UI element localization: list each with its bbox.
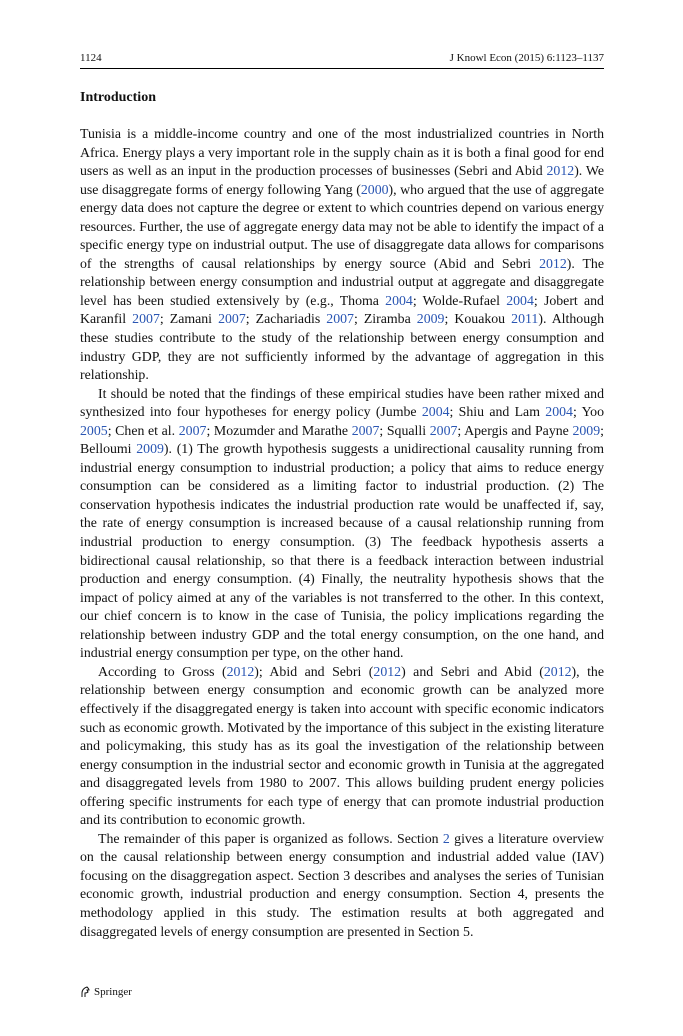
citation-link[interactable]: 2012 bbox=[539, 255, 567, 271]
running-header bbox=[80, 50, 604, 69]
text-run: ; Squalli bbox=[379, 422, 430, 438]
text-run: ; Shiu and Lam bbox=[449, 404, 546, 420]
text-run: ; Ziramba bbox=[353, 311, 417, 327]
text-run: ), who argued that the use of aggregate energy data does not capture the degree or extent to which countries depend on various energy resources. Further, the use of aggregate energy data may not be able to identify the impact of a specific energy type on industrial output. The use of disaggregate data allows for comparisons of the strengths of causal relationships by energy source (Abid and Sebri bbox=[80, 181, 604, 271]
paragraph bbox=[80, 663, 604, 830]
text-run: ; Mozumder and Marathe bbox=[206, 422, 352, 438]
springer-horse-icon bbox=[80, 986, 91, 998]
text-run: ; Kouakou bbox=[444, 311, 512, 327]
citation-link[interactable]: 2009 bbox=[416, 311, 445, 327]
text-run: ). (1) The growth hypothesis suggests a unidirectional causality running from industrial energy consumption to industrial production; a policy that aims to reduce energy consumption can be considered as a limiting factor to industrial production. (2) The conservation hypothesis indicates the industrial production rate would be unaffected if, say, the rate of energy consumption is increased because of a causal relationship running from industrial production to energy consumption. (3) The feedback hypothesis asserts a bidirectional causal relationship, so that there is a feedback interaction between industrial production and energy consumption. (4) Finally, the neutrality hypothesis shows that the impact of policy aimed at any of the variables is not transferred to the other. In this context, our chief concern is to know in the case of Tunisia, the policy implications regarding the relationship between industry GDP and the total energy consumption, on the one hand, and industrial energy consumption per type, on the other hand. bbox=[80, 441, 604, 661]
citation-link[interactable]: 2012 bbox=[373, 663, 402, 679]
citation-link[interactable]: 2000 bbox=[360, 181, 389, 197]
text-run: ). Although these studies contribute to the study of the relationship between energy consumption and industry GDP, they are not sufficiently informed by the advantage of aggregation in this relationship. bbox=[80, 311, 604, 383]
article-body bbox=[80, 125, 604, 941]
text-run: According to Gross ( bbox=[98, 663, 227, 679]
text-run: ; Yoo bbox=[572, 404, 605, 420]
citation-link[interactable]: 2007 bbox=[218, 311, 246, 327]
citation-link[interactable]: 2009 bbox=[136, 441, 164, 457]
paragraph bbox=[80, 125, 604, 385]
text-run: It should be noted that the findings of these empirical studies have been rather mixed and synthesized into four hypotheses for energy policy (Jumbe bbox=[80, 385, 604, 420]
citation-link[interactable]: 2005 bbox=[80, 422, 108, 438]
citation-link[interactable]: 2004 bbox=[545, 404, 573, 420]
citation-link[interactable]: 2009 bbox=[572, 422, 601, 438]
publisher-name: Springer bbox=[94, 986, 132, 998]
citation-link[interactable]: 2007 bbox=[351, 422, 380, 438]
text-run: ); Abid and Sebri ( bbox=[254, 663, 374, 679]
text-run: ; Apergis and Payne bbox=[457, 422, 573, 438]
citation-link[interactable]: 2007 bbox=[132, 311, 160, 327]
text-run: The remainder of this paper is organized as follows. Section bbox=[98, 830, 443, 846]
citation-link[interactable]: 2011 bbox=[511, 311, 539, 327]
text-run: ; Zachariadis bbox=[245, 311, 327, 327]
citation-link[interactable]: 2004 bbox=[506, 292, 534, 308]
citation-link[interactable]: 2012 bbox=[546, 163, 575, 179]
text-run: Tunisia is a middle-income country and one of the most industrialized countries in North Africa. Energy plays a very important role in the supply chain as it is both a final good for end users as well as an input in the production processes of businesses (Sebri and Abid bbox=[80, 126, 604, 179]
citation-link[interactable]: 2012 bbox=[226, 663, 255, 679]
text-run: ), the relationship between energy consumption and economic growth can be analyzed more effectively if the disaggregated energy is taken into account with specific economic indicators such as economic growth. Motivated by the importance of this subject in the existing literature and policymaking, this study has as its goal the investigation of the relationship between energy consumption in the industrial sector and economic growth in Tunisia at the aggregated and disaggregated levels from 1980 to 2007. This allows building prudent energy policies offering specific instruments for each type of energy that can promote industrial production and its contribution to economic growth. bbox=[80, 663, 605, 828]
paragraph bbox=[80, 385, 604, 663]
page-number: 1124 bbox=[80, 52, 102, 64]
text-run: ) and Sebri and Abid ( bbox=[401, 663, 544, 679]
text-run: ; Jobert and Karanfil bbox=[80, 292, 604, 327]
publisher-footer bbox=[80, 986, 132, 998]
citation-link[interactable]: 2 bbox=[442, 830, 450, 846]
text-run: ; Zamani bbox=[159, 311, 219, 327]
section-title: Introduction bbox=[80, 90, 156, 105]
text-run: ). The relationship between energy consumption and industrial output at aggregate and disaggregate level has been studied extensively by (e.g., Thoma bbox=[80, 255, 604, 308]
citation-link[interactable]: 2004 bbox=[421, 404, 450, 420]
text-run: gives a literature overview on the causal relationship between energy consumption and industrial added value (IAV) focusing on the disaggregation aspect. Section 3 describes and analyses the series of Tunisian economic growth, industrial production and energy consumption. Section 4, presents the methodology applied in this study. The estimation results at both aggregated and disaggregated levels of energy consumption are presented in Section 5. bbox=[80, 830, 604, 939]
text-run: ; Chen et al. bbox=[107, 422, 179, 438]
citation-link[interactable]: 2004 bbox=[385, 292, 413, 308]
citation-link[interactable]: 2007 bbox=[429, 422, 458, 438]
citation-link[interactable]: 2007 bbox=[178, 422, 207, 438]
paragraph bbox=[80, 830, 604, 941]
citation-link[interactable]: 2007 bbox=[326, 311, 354, 327]
text-run: ). We use disaggregate forms of energy following Yang ( bbox=[80, 163, 604, 197]
citation-link[interactable]: 2012 bbox=[543, 663, 572, 679]
text-run: ; Wolde-Rufael bbox=[412, 292, 507, 308]
journal-citation: J Knowl Econ (2015) 6:1123–1137 bbox=[449, 52, 604, 64]
text-run: ; Belloumi bbox=[80, 422, 604, 457]
